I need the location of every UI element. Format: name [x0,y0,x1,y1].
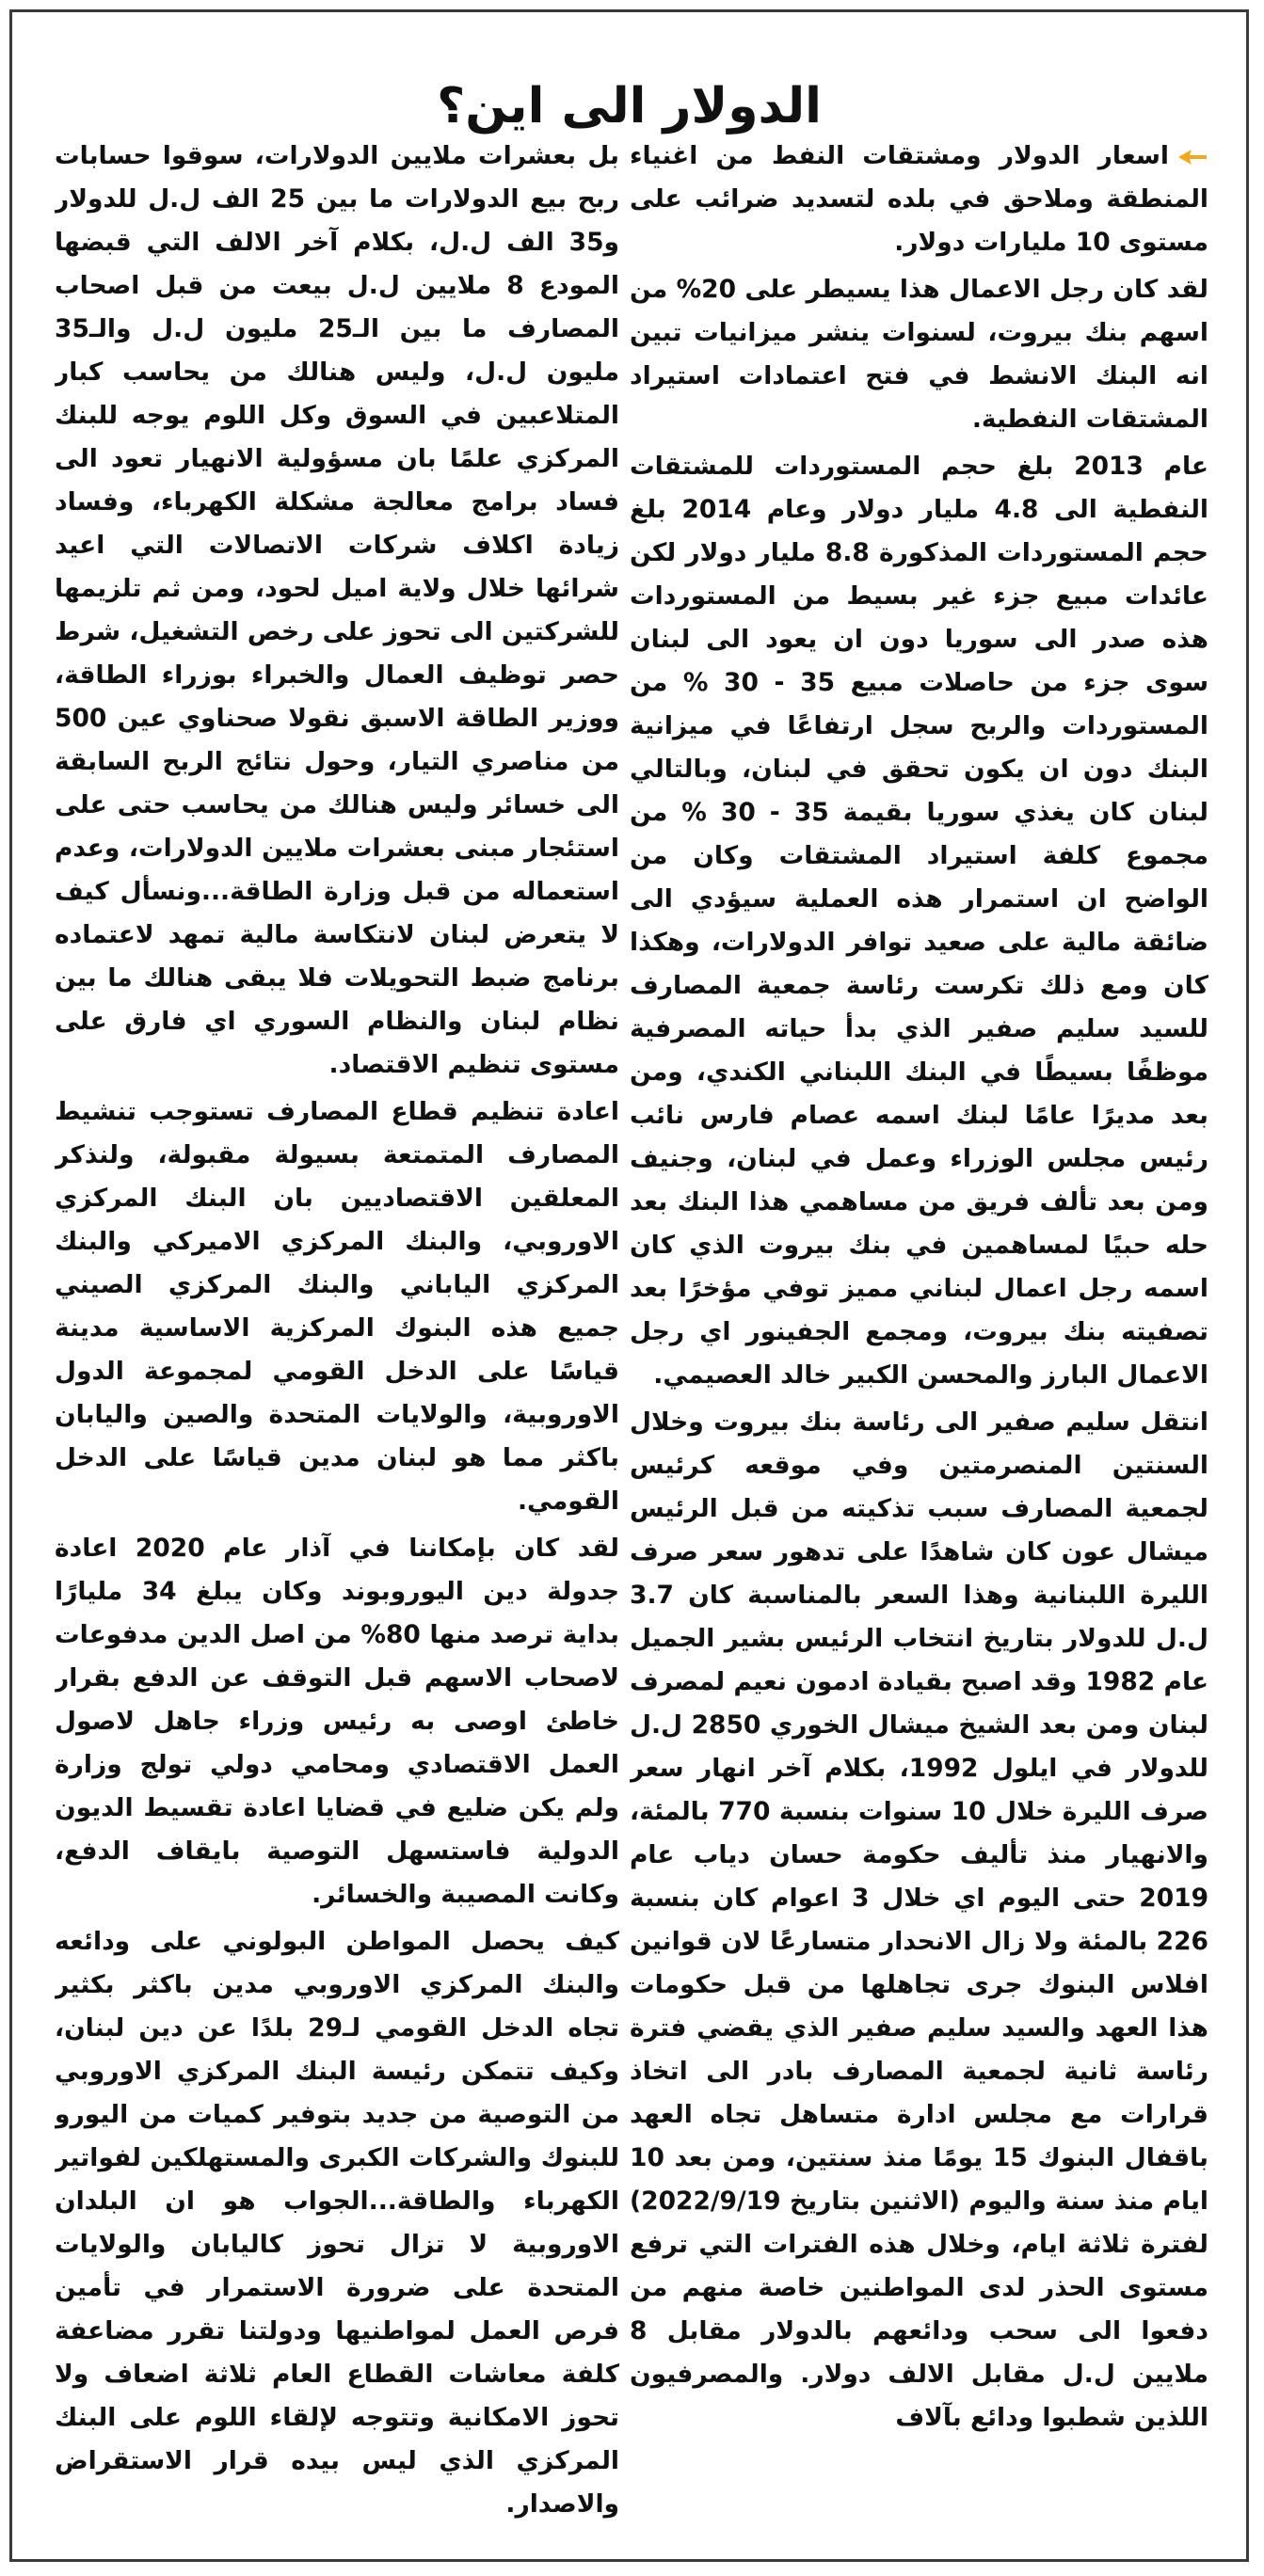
left-column [55,135,619,2543]
paragraph [630,135,1208,264]
paragraph: لقد كان بإمكاننا في آذار عام 2020 اعادة جدولة دين اليوروبوند وكان يبلغ 34 مليارًا بداية ترصد منها 80% من اصل الدين مدفوعات لاصحاب الاسهم قبل التوقف عن الدفع بقرار خاطئ اوصى به رئيس وزراء جاهل لاصول العمل الاقتصادي ومحامي دولي تولج وزارة ولم يكن ضليع في قضايا اعادة تقسيط الديون الدولية فاستسهل التوصية بايقاف الدفع، وكانت المصيبة والخسائر. [55,1534,619,1909]
right-column [630,135,1208,2543]
article-title: الدولار الى اين؟ [437,77,822,135]
paragraph: عام 2013 بلغ حجم المستوردات للمشتقات النفطية الى 4.8 مليار دولار وعام 2014 بلغ حجم المستوردات المذكورة 8.8 مليار دولار لكن عائدات مبيع جزء غير بسيط من المستوردات هذه صدر الى سوريا دون ان يعود الى لبنان سوى جزء من حاصلات مبيع 35 - 30 % من المستوردات والربح سجل ارتفاعًا في ميزانية البنك دون ان يكون تحقق في لبنان، وبالتالي لبنان كان يغذي سوريا بقيمة 35 - 30 % من مجموع كلفة استيراد المشتقات وكان من الواضح ان استمرار هذه العملية سيؤدي الى ضائقة مالية على صعيد توافر الدولارات، وهكذا كان ومع ذلك تكرست رئاسة جمعية المصارف للسيد سليم صفير الذي بدأ حياته المصرفية موظفًا بسيطًا في البنك اللبناني الكندي، ومن بعد مديرًا عامًا لبنك اسمه عصام فارس نائب رئيس مجلس الوزراء وعمل في لبنان، وجنيف ومن بعد تألف فريق من مساهمي هذا البنك بعد حله حبيًا لمساهمين في بنك بيروت الذي كان اسمه رجل اعمال لبناني مميز توفي مؤخرًا بعد تصفيته بنك بيروت، ومجمع الجفينور اي رجل الاعمال البارز والمحسن الكبير خالد العصيمي. [630,452,1208,1390]
arrow-left-icon [1176,148,1208,167]
article-frame [9,9,1249,2562]
paragraph: اعادة تنظيم قطاع المصارف تستوجب تنشيط المصارف المتمتعة بسيولة مقبولة، ولنذكر المعلقين الاقتصاديين بان البنك المركزي الاوروبي، والبنك المركزي الاميركي والبنك المركزي الياباني والبنك المركزي الصيني جميع هذه البنوك المركزية الاساسية مدينة قياسًا على الدخل القومي لمجموعة الدول الاوروبية، والولايات المتحدة والصين واليابان باكثر مما هو لبنان مدين قياسًا على الدخل القومي. [55,1097,619,1516]
paragraph: لقد كان رجل الاعمال هذا يسيطر على 20% من اسهم بنك بيروت، لسنوات ينشر ميزانيات تبين انه البنك الانشط في فتح اعتمادات استيراد المشتقات النفطية. [630,275,1208,434]
paragraph-text: اسعار الدولار ومشتقات النفط من اغنياء المنطقة وملاحق في بلده لتسديد ضرائب على مستوى 10 مليارات دولار. [630,141,1208,257]
paragraph: انتقل سليم صفير الى رئاسة بنك بيروت وخلال السنتين المنصرمتين وفي موقعه كرئيس لجمعية المصارف سبب تذكيته من قبل الرئيس ميشال عون كان شاهدًا على تدهور سعر صرف الليرة اللبنانية وهذا السعر بالمناسبة كان 3.7 ل.ل للدولار بتاريخ انتخاب الرئيس بشير الجميل عام 1982 وقد اصبح بقيادة ادمون نعيم لمصرف لبنان ومن بعد الشيخ ميشال الخوري 2850 ل.ل للدولار في ايلول 1992، بكلام آخر انهار سعر صرف الليرة خلال 10 سنوات بنسبة 770 بالمئة، والانهيار منذ تأليف حكومة حسان دياب عام 2019 حتى اليوم اي خلال 3 اعوام كان بنسبة 226 بالمئة ولا زال الانحدار متسارعًا لان قوانين افلاس البنوك جرى تجاهلها من قبل حكومات هذا العهد والسيد سليم صفير الذي يقضي فترة رئاسة ثانية لجمعية المصارف بادر الى اتخاذ قرارات مع مجلس ادارة متساهل تجاه العهد باقفال البنوك 15 يومًا منذ سنتين، ومن بعد 10 ايام منذ سنة واليوم (الاثنين بتاريخ 2022/9/19) لفترة ثلاثة ايام، وخلال هذه الفترات التي ترفع مستوى الحذر لدى المواطنين خاصة منهم من دفعوا الى سحب ودائعهم بالدولار مقابل 8 ملايين ل.ل مقابل الالف دولار. والمصرفيون اللذين شطبوا ودائع بآلاف [630,1407,1208,2432]
paragraph: كيف يحصل المواطن البولوني على ودائعه والبنك المركزي الاوروبي مدين باكثر بكثير تجاه الدخل القومي لـ29 بلدًا عن دين لبنان، وكيف تتمكن رئيسة البنك المركزي الاوروبي من التوصية من جديد بتوفير كميات من اليورو للبنوك والشركات الكبرى والمستهلكين لفواتير الكهرباء والطاقة...الجواب هو ان البلدان الاوروبية لا تزال تحوز كاليابان والولايات المتحدة على ضرورة الاستمرار في تأمين فرص العمل لمواطنيها ودولتنا تقرر مضاعفة كلفة معاشات القطاع العام ثلاثة اضعاف ولا تحوز الامكانية وتتوجه لإلقاء اللوم على البنك المركزي الذي ليس بيده قرار الاستقراض والاصدار. [55,1927,619,2519]
paragraph: بل بعشرات ملايين الدولارات، سوقوا حسابات ربح بيع الدولارات ما بين 25 الف ل.ل للدولار و35 الف ل.ل، بكلام آخر الالف التي قبضها المودع 8 ملايين ل.ل بيعت من قبل اصحاب المصارف ما بين الـ25 مليون ل.ل والـ35 مليون ل.ل، وليس هنالك من يحاسب كبار المتلاعبين في السوق وكل اللوم يوجه للبنك المركزي علمًا بان مسؤولية الانهيار تعود الى فساد برامج معالجة مشكلة الكهرباء، وفساد زيادة اكلاف شركات الاتصالات التي اعيد شرائها خلال ولاية اميل لحود، ومن ثم تلزيمها للشركتين الى تحوز على رخص التشغيل، شرط حصر توظيف العمال والخبراء بوزراء الطاقة، ووزير الطاقة الاسبق نقولا صحناوي عين 500 من مناصري التيار، وحول نتائج الربح السابقة الى خسائر وليس هنالك من يحاسب حتى على استئجار مبنى بعشرات ملايين الدولارات، وعدم استعماله من قبل وزارة الطاقة...ونسأل كيف لا يتعرض لبنان لانتكاسة مالية تمهد لاعتماده برنامج ضبط التحويلات فلا يبقى هنالك ما بين نظام لبنان والنظام السوري اي فارق على مستوى تنظيم الاقتصاد. [55,141,619,1079]
